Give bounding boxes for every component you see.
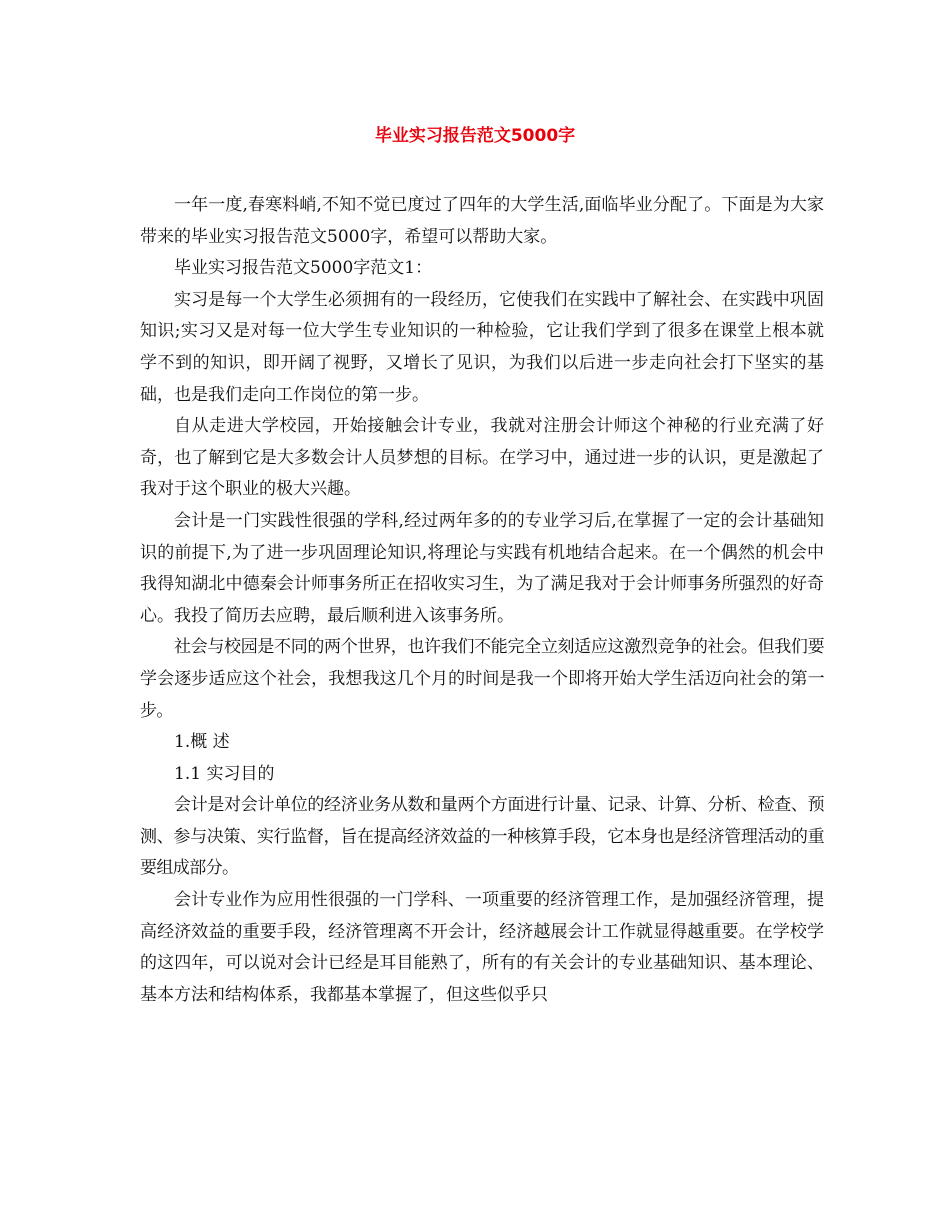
paragraph-interest: 自从走进大学校园，开始接触会计专业，我就对注册会计师这个神秘的行业充满了好奇，也了解到它是大多数会计人员梦想的目标。在学习中，通过进一步的认识，更是激起了我对于这个职业的极大兴趣。: [140, 416, 824, 500]
paragraph-society: 社会与校园是不同的两个世界，也许我们不能完全立刻适应这激烈竞争的社会。但我们要学会逐步适应这个社会，我想我这几个月的时间是我一个即将开始大学生活迈向社会的第一步。: [140, 637, 824, 721]
section-heading-overview: 1.概 述: [174, 732, 230, 753]
paragraph-accounting-major: 会计专业作为应用性很强的一门学科、一项重要的经济管理工作，是加强经济管理，提高经济效益的重要手段，经济管理离不开会计，经济越展会计工作就显得越重要。在学校学的这四年，可以说对会计已经是耳目能熟了，所有的有关会计的专业基础知识、基本理论、基本方法和结构体系，我都基本掌握了，但这些似乎只: [140, 890, 824, 1005]
paragraph-subheading: 毕业实习报告范文5000字范文1：: [174, 258, 433, 279]
paragraph-opportunity: 会计是一门实践性很强的学科,经过两年多的的专业学习后,在掌握了一定的会计基础知识的前提下,为了进一步巩固理论知识,将理论与实践有机地结合起来。在一个偶然的机会中我得知湖北中德秦会计师事务所正在招收实习生，为了满足我对于会计师事务所强烈的好奇心。我投了简历去应聘，最后顺利进入该事务所。: [140, 510, 824, 626]
paragraph-intro: 一年一度,春寒料峭,不知不觉已度过了四年的大学生活,面临毕业分配了。下面是为大家带来的毕业实习报告范文5000字，希望可以帮助大家。: [140, 195, 824, 247]
paragraph-accounting-definition: 会计是对会计单位的经济业务从数和量两个方面进行计量、记录、计算、分析、检查、预测、参与决策、实行监督，旨在提高经济效益的一种核算手段，它本身也是经济管理活动的重要组成部分。: [140, 795, 824, 879]
paragraph-internship-meaning: 实习是每一个大学生必须拥有的一段经历，它使我们在实践中了解社会、在实践中巩固知识;实习又是对每一位大学生专业知识的一种检验，它让我们学到了很多在课堂上根本就学不到的知识，即开阔了视野，又增长了见识，为我们以后进一步走向社会打下坚实的基础，也是我们走向工作岗位的第一步。: [140, 289, 824, 405]
document-title: 毕业实习报告范文5000字: [374, 126, 576, 146]
document-body: [140, 190, 824, 1011]
section-heading-purpose: 1.1 实习目的: [174, 763, 275, 784]
